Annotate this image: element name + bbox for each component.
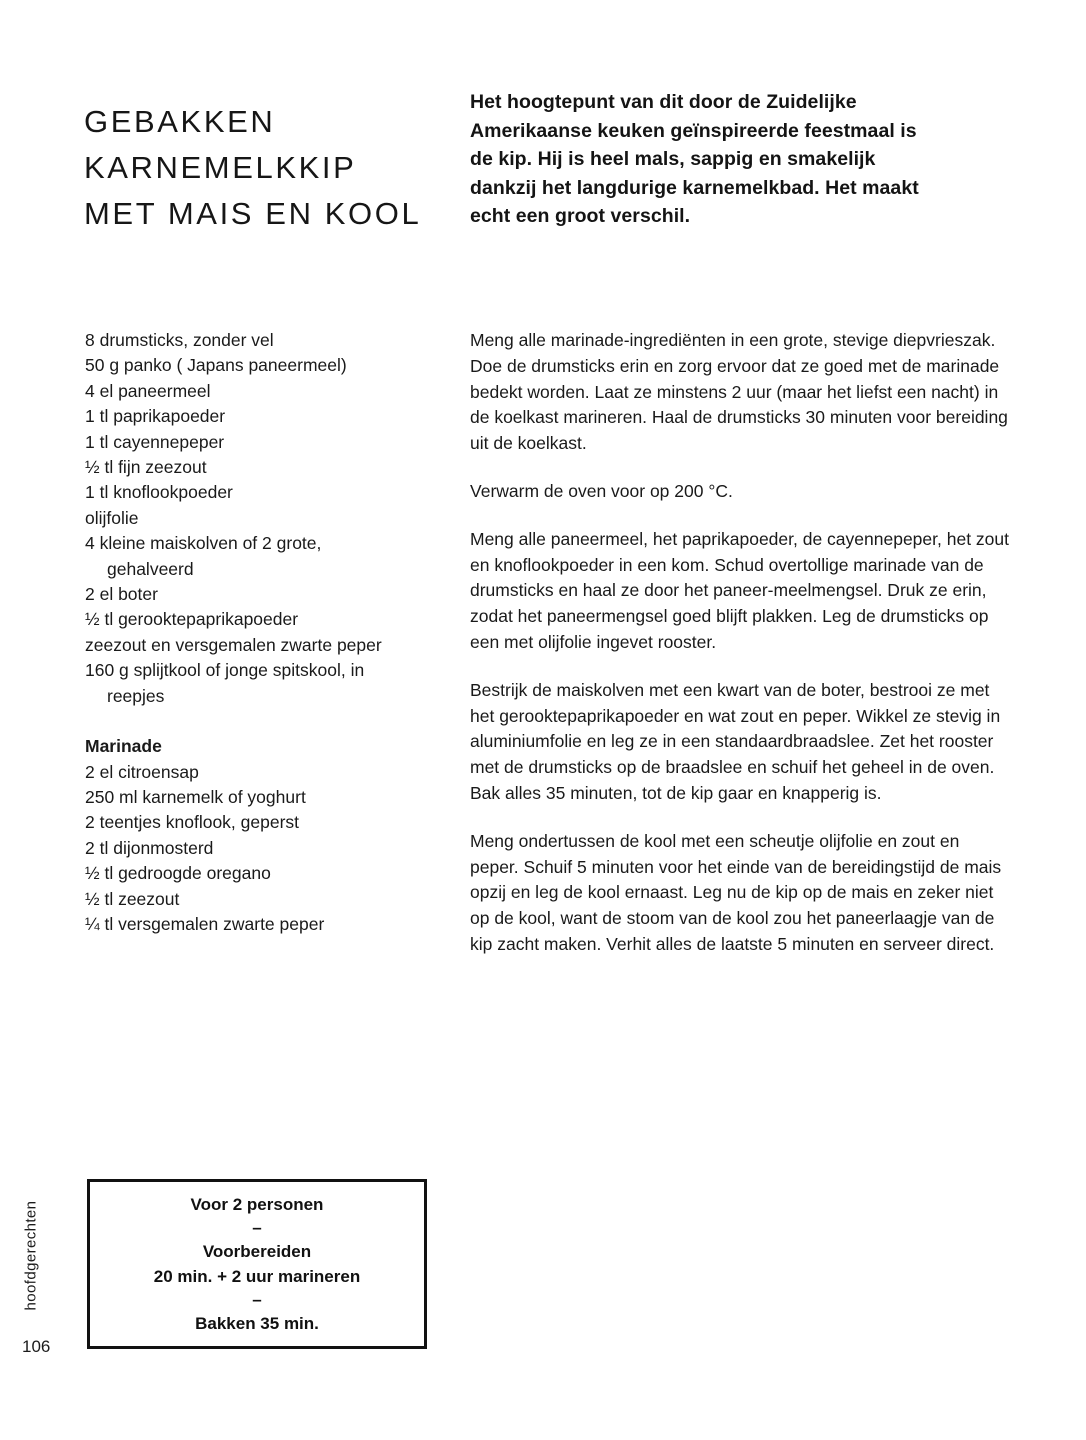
ingredient-item: zeezout en versgemalen zwarte peper bbox=[85, 634, 382, 655]
method-step: Verwarm de oven voor op 200 °C. bbox=[470, 480, 733, 501]
method-step: Meng alle paneermeel, het paprikapoeder, de cayennepeper, het zout en knoflookpoeder in een kom. Schud overtollige marinade van de drumsticks en haal ze door het paneer-meelmengsel. Druk ze erin, zodat het paneermengsel goed blijft plakken. Leg de drumsticks op een met olijfolie ingevet rooster. bbox=[470, 528, 1009, 652]
ingredient-item: 1 tl knoflookpoeder bbox=[85, 482, 233, 503]
ingredient-item: gehalveerd bbox=[107, 558, 194, 579]
ingredients-main bbox=[85, 328, 435, 709]
ingredients-marinade bbox=[85, 760, 435, 938]
divider-2: – bbox=[252, 1290, 262, 1309]
ingredient-item: 2 el citroensap bbox=[85, 761, 199, 782]
ingredient-item: ¼ tl versgemalen zwarte peper bbox=[85, 913, 325, 934]
ingredient-item: 1 tl cayennepeper bbox=[85, 431, 225, 452]
ingredient-item: 1 tl paprikapoeder bbox=[85, 406, 226, 427]
ingredient-item: 8 drumsticks, zonder vel bbox=[85, 330, 274, 350]
ingredient-item: 2 teentjes knoflook, geperst bbox=[85, 812, 300, 833]
method-step: Bestrijk de maiskolven met een kwart van de boter, bestrooi ze met het gerooktepaprikapoeder en wat zout en peper. Wikkel ze stevig in aluminiumfolie en leg ze in een standaardbraadslee. Zet het rooster met de drumsticks op de braadslee en schuif het geheel in de oven. Bak alles 35 minuten, tot de kip gaar en knapperig is. bbox=[470, 679, 1001, 803]
prep-label: Voorbereiden bbox=[202, 1242, 312, 1261]
ingredient-item: ½ tl fijn zeezout bbox=[85, 457, 207, 478]
ingredient-item: ½ tl gedroogde oregano bbox=[85, 863, 271, 884]
ingredients-list bbox=[85, 328, 435, 937]
method-step: Meng alle marinade-ingrediënten in een grote, stevige diepvrieszak. Doe de drumsticks erin en zorg ervoor dat ze goed met de marinade bedekt worden. Laat ze minstens 2 uur (maar het liefst een nacht) in de koelkast marineren. Haal de drumsticks 30 minuten voor bereiding uit de koelkast. bbox=[470, 330, 1008, 454]
marinade-heading: Marinade bbox=[85, 736, 162, 757]
page-title: GEBAKKEN KARNEMELKKIP MET MAIS EN KOOL bbox=[84, 103, 422, 231]
ingredient-item: 250 ml karnemelk of yoghurt bbox=[85, 786, 306, 807]
divider-1: – bbox=[252, 1218, 262, 1237]
servings-text: Voor 2 personen bbox=[190, 1195, 324, 1214]
ingredient-item: 4 kleine maiskolven of 2 grote, bbox=[85, 533, 322, 554]
ingredient-item: 4 el paneermeel bbox=[85, 380, 211, 401]
ingredient-item: ½ tl gerooktepaprikapoeder bbox=[85, 609, 299, 630]
method-steps bbox=[470, 328, 1010, 958]
page-number: 106 bbox=[22, 1337, 51, 1356]
method-step: Meng ondertussen de kool met een scheutje olijfolie en zout en peper. Schuif 5 minuten voor het einde van de bereidingstijd de mais opzij en leg de kool ernaast. Leg nu de kip op de mais en zeker niet op de kool, want de stoom van de kool zou het paneerlaagje van de kip zacht maken. Verhit alles de laatste 5 minuten en serveer direct. bbox=[470, 830, 1002, 954]
ingredient-item: 2 el boter bbox=[85, 584, 158, 605]
ingredient-item: 50 g panko ( Japans paneermeel) bbox=[85, 355, 347, 376]
ingredient-item: 2 tl dijonmosterd bbox=[85, 837, 214, 858]
prep-time: 20 min. + 2 uur marineren bbox=[153, 1267, 361, 1286]
chapter-label: hoofdgerechten bbox=[22, 1200, 40, 1311]
ingredient-item: reepjes bbox=[107, 685, 165, 706]
ingredient-item: olijfolie bbox=[85, 507, 139, 528]
ingredient-item: 160 g splijtkool of jonge spitskool, in bbox=[85, 660, 365, 681]
bake-time: Bakken 35 min. bbox=[195, 1314, 319, 1333]
recipe-intro: Het hoogtepunt van dit door de Zuidelijke Amerikaanse keuken geïnspireerde feestmaal is de kip. Hij is heel mals, sappig en smakelijk dankzij het langdurige karnemelkbad. Het maakt echt een groot verschil. bbox=[470, 91, 919, 227]
recipe-info-box bbox=[87, 1179, 427, 1349]
ingredient-item: ½ tl zeezout bbox=[85, 888, 180, 909]
